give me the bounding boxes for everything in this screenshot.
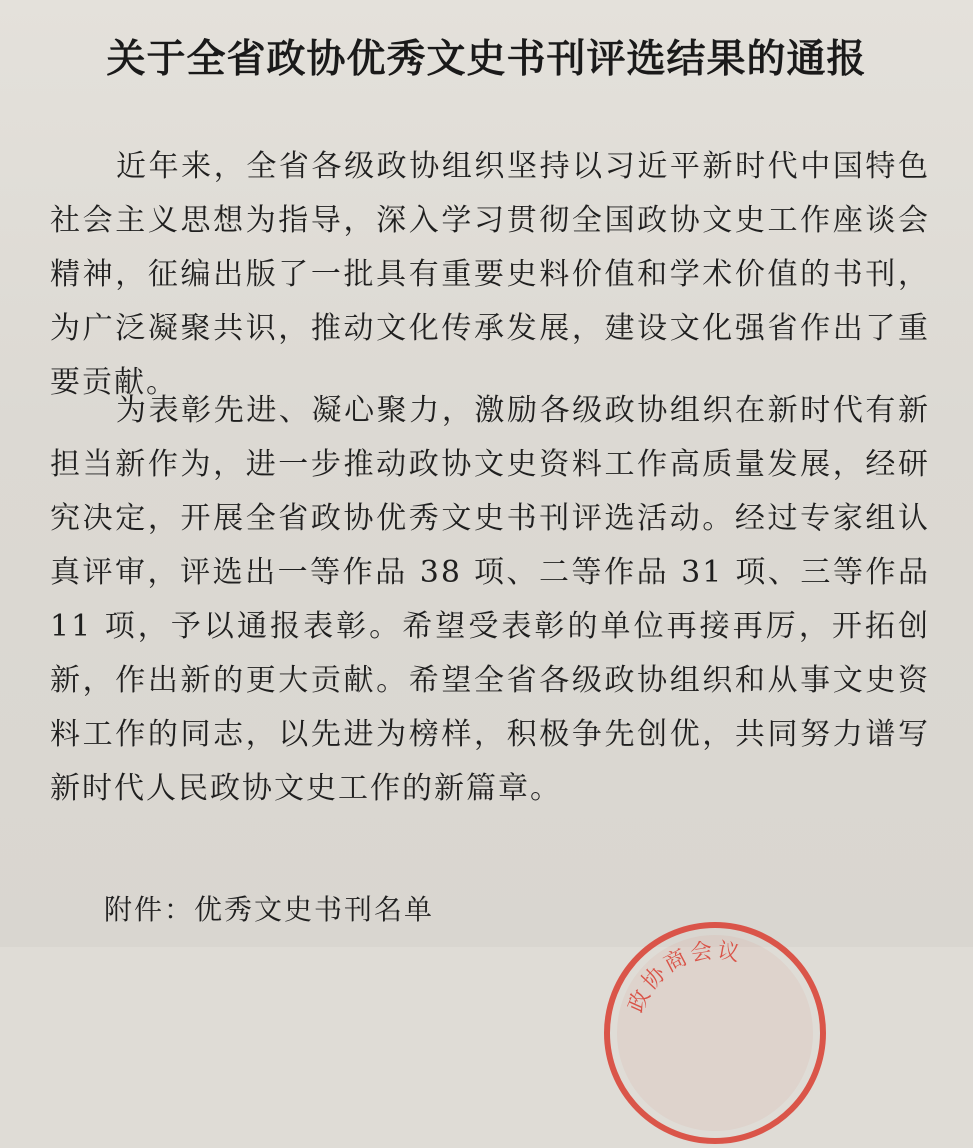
official-seal (600, 918, 830, 1148)
paragraph-2: 为表彰先进、凝心聚力，激励各级政协组织在新时代有新担当新作为，进一步推动政协文史资料工作高质量发展，经研究决定，开展全省政协优秀文史书刊评选活动。经过专家组认真评审，评选出一等作品 38 项、二等作品 31 项、三等作品 11 项，予以通报表彰。希望受表彰的单位再接再厉，开拓创新，作出新的更大贡献。希望全省各级政协组织和从事文史资料工作的同志，以先进为榜样，积极争先创优，共同努力谱写新时代人民政协文史工作的新篇章。 (50, 393, 930, 806)
seal-icon (600, 918, 830, 1148)
svg-text:政协商会议: 政协商会议 (624, 938, 745, 1017)
document-title: 关于全省政协优秀文史书刊评选结果的通报 (106, 36, 867, 82)
attachment-line: 附件：优秀文史书刊名单 (104, 893, 435, 926)
paragraph-1: 近年来，全省各级政协组织坚持以习近平新时代中国特色社会主义思想为指导，深入学习贯彻全国政协文史工作座谈会精神，征编出版了一批具有重要史料价值和学术价值的书刊，为广泛凝聚共识，推动文化传承发展，建设文化强省作出了重要贡献。 (50, 149, 930, 400)
